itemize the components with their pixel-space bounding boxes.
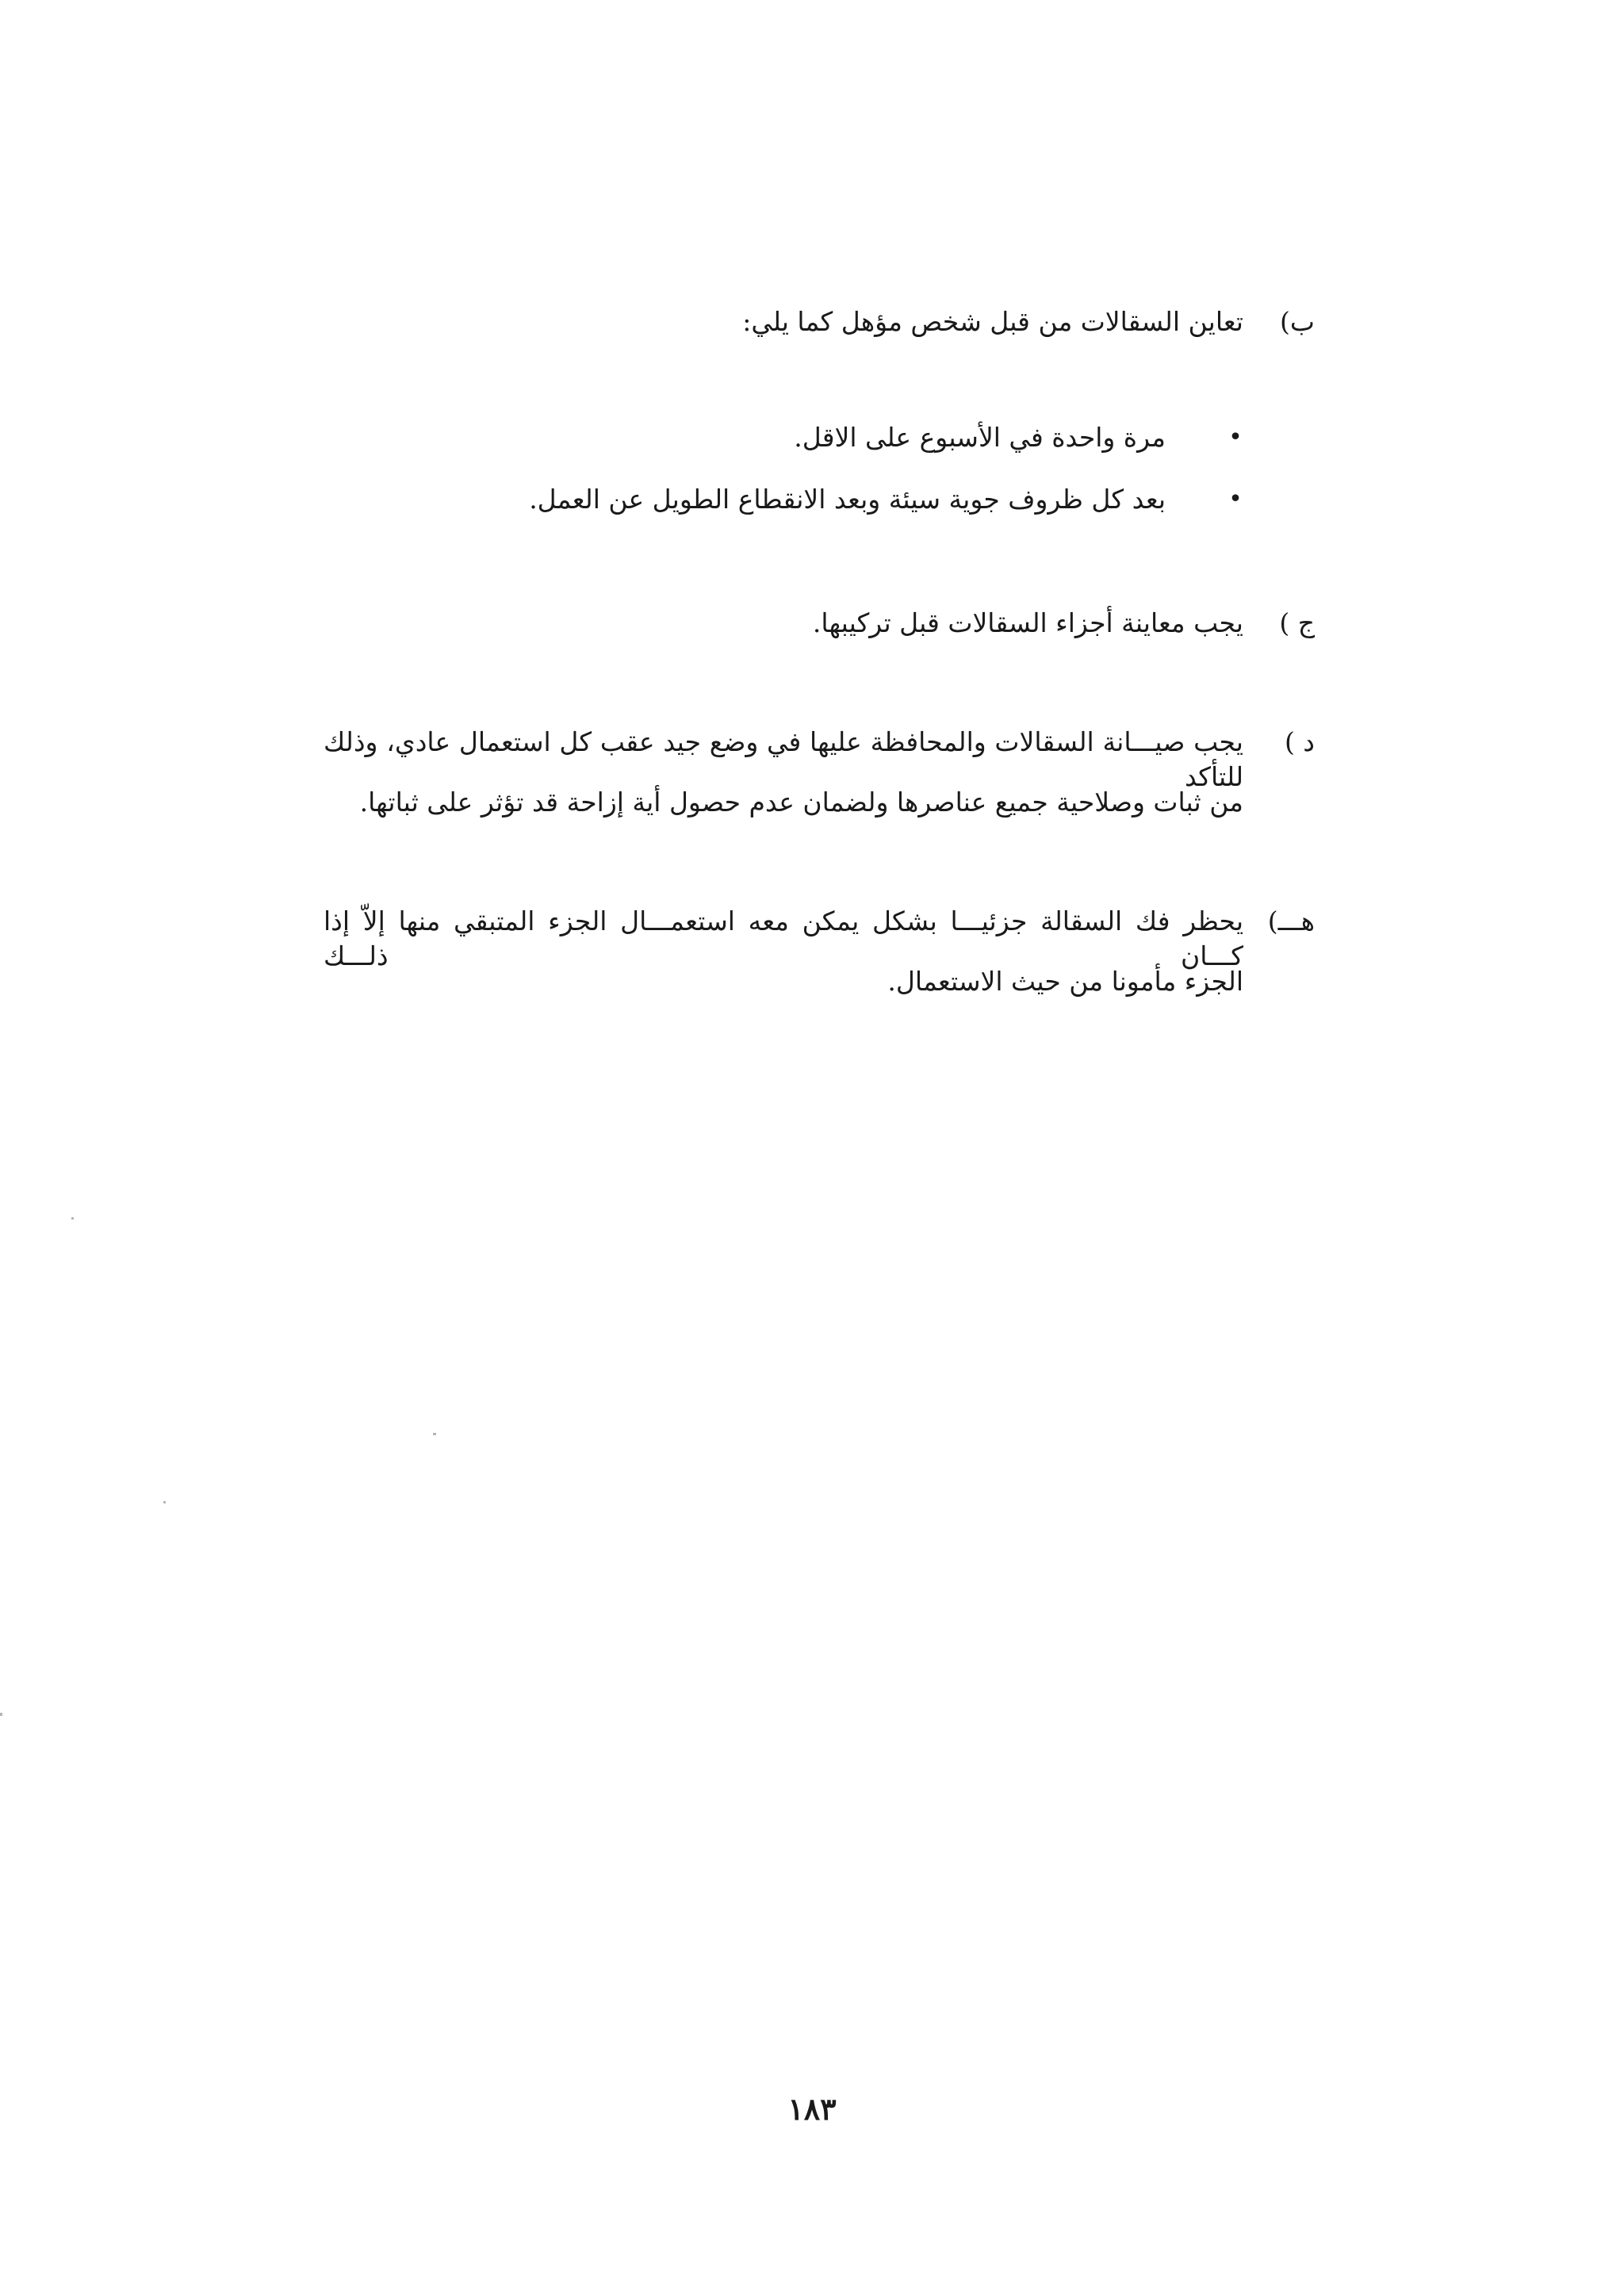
item-marker-b: ب): [1280, 306, 1315, 337]
item-b-text: تعاين السقالات من قبل شخص مؤهل كما يلي:: [742, 306, 1243, 337]
bullet-dot: •: [1228, 485, 1243, 513]
item-h-line-2: الجزء مأمونا من حيث الاستعمال.: [887, 966, 1243, 997]
scan-speck: [71, 1217, 74, 1220]
item-marker-c: ج ): [1279, 607, 1315, 638]
item-d-line-1: يجب صيـــانة السقالات والمحافظة عليها في وضع جيد عقب كل استعمال عادي، وذلك للتأكد: [324, 726, 1243, 792]
item-h-line-1: يحظر فك السقالة جزئيـــا بشكل يمكن معه استعمـــال الجزء المتبقي منها إلاّ إذا كـــان ذلـــك: [324, 906, 1243, 971]
item-d-line-2: من ثبات وصلاحية جميع عناصرها ولضمان عدم حصول أية إزاحة قد تؤثر على ثباتها.: [359, 787, 1243, 818]
item-c-text: يجب معاينة أجزاء السقالات قبل تركيبها.: [812, 607, 1243, 638]
bullet-item-2: بعد كل ظروف جوية سيئة وبعد الانقطاع الطويل عن العمل.: [529, 484, 1166, 515]
item-marker-d: د ): [1284, 726, 1315, 757]
scan-speck: [0, 1713, 2, 1716]
scan-speck: [433, 1433, 436, 1435]
item-marker-h: هـــ): [1267, 906, 1315, 936]
bullet-dot: •: [1228, 423, 1243, 451]
bullet-item-1: مرة واحدة في الأسبوع على الاقل.: [794, 422, 1166, 453]
scan-speck: [163, 1501, 166, 1503]
page-number: ١٨٣: [787, 2091, 837, 2127]
